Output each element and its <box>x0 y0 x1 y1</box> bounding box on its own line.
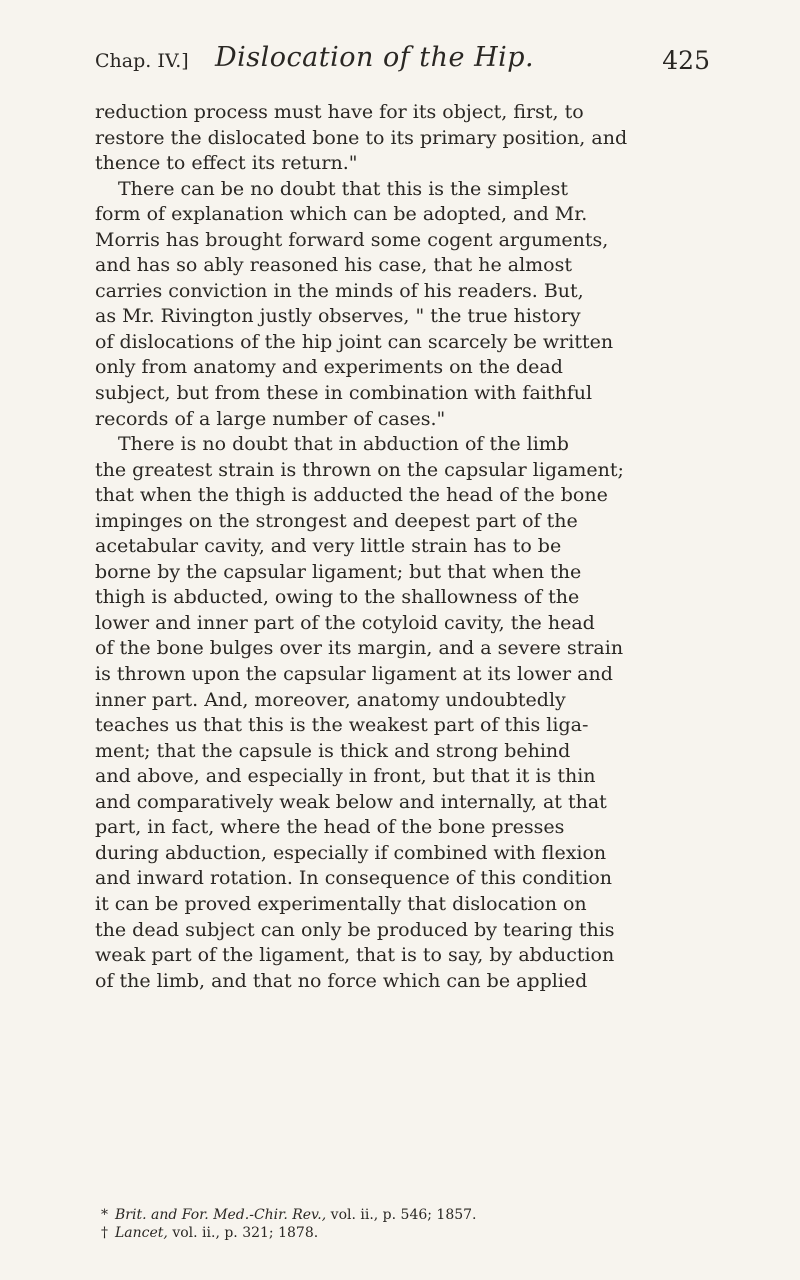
text-line: There is no doubt that in abduction of the limb <box>118 433 569 456</box>
text-line: of dislocations of the hip joint can scarcely be written <box>95 330 614 353</box>
text-line: thence to effect its return." <box>95 152 358 175</box>
footnote-mark: † <box>101 1225 108 1241</box>
footnote-journal: Lancet, <box>115 1225 168 1241</box>
text-line: restore the dislocated bone to its primary position, and <box>95 126 628 149</box>
text-line: the greatest strain is thrown on the capsular ligament; <box>95 458 624 481</box>
text-line: subject, but from these in combination with faithful <box>95 382 593 405</box>
text-line: and comparatively weak below and internally, at that <box>95 790 607 813</box>
text-line: the dead subject can only be produced by tearing this <box>95 918 615 941</box>
text-line: lower and inner part of the cotyloid cavity, the head <box>95 611 595 634</box>
paragraph <box>95 177 715 432</box>
text-line: is thrown upon the capsular ligament at its lower and <box>95 663 613 686</box>
text-line: impinges on the strongest and deepest part of the <box>95 509 578 532</box>
text-line: during abduction, especially if combined with flexion <box>95 841 607 864</box>
footnote-journal: Brit. and For. Med.-Chir. Rev., <box>115 1207 327 1223</box>
body-text <box>95 100 715 994</box>
text-line: weak part of the ligament, that is to say, by abduction <box>95 944 615 967</box>
text-line: and inward rotation. In consequence of this condition <box>95 867 612 890</box>
text-line: that when the thigh is adducted the head of the bone <box>95 484 608 507</box>
running-title: Dislocation of the Hip. <box>215 42 535 73</box>
text-line: teaches us that this is the weakest part of this liga- <box>95 714 589 737</box>
footnote-details: vol. ii., p. 546; 1857. <box>326 1207 477 1223</box>
text-line: acetabular cavity, and very little strain has to be <box>95 535 562 558</box>
chapter-label: Chap. IV.] <box>95 50 189 72</box>
text-line: part, in fact, where the head of the bone presses <box>95 816 565 839</box>
text-line: ment; that the capsule is thick and strong behind <box>95 739 571 762</box>
text-line: records of a large number of cases." <box>95 407 446 430</box>
footnote-mark: * <box>101 1207 108 1223</box>
text-line: of the bone bulges over its margin, and a severe strain <box>95 637 624 660</box>
page-number: 425 <box>662 46 710 75</box>
text-line: form of explanation which can be adopted, and Mr. <box>95 203 588 226</box>
text-line: as Mr. Rivington justly observes, " the true history <box>95 305 581 328</box>
running-header <box>95 38 710 78</box>
text-line: of the limb, and that no force which can be applied <box>95 969 588 992</box>
paragraph <box>95 100 715 177</box>
text-line: and above, and especially in front, but that it is thin <box>95 765 596 788</box>
text-line: inner part. And, moreover, anatomy undoubtedly <box>95 688 566 711</box>
footnote-details: vol. ii., p. 321; 1878. <box>167 1225 319 1241</box>
text-line: it can be proved experimentally that dislocation on <box>95 892 587 915</box>
text-line: reduction process must have for its object, first, to <box>95 101 584 123</box>
text-line: There can be no doubt that this is the simplest <box>118 177 568 200</box>
text-line: borne by the capsular ligament; but that when the <box>95 560 582 583</box>
footnote <box>95 1206 715 1224</box>
footnotes <box>95 1206 715 1242</box>
text-line: thigh is abducted, owing to the shallowness of the <box>95 586 580 609</box>
footnote <box>95 1224 715 1242</box>
text-line: and has so ably reasoned his case, that he almost <box>95 254 573 277</box>
text-line: carries conviction in the minds of his readers. But, <box>95 279 584 302</box>
text-line: only from anatomy and experiments on the dead <box>95 356 563 379</box>
paragraph <box>95 432 715 994</box>
text-line: Morris has brought forward some cogent arguments, <box>95 228 609 251</box>
